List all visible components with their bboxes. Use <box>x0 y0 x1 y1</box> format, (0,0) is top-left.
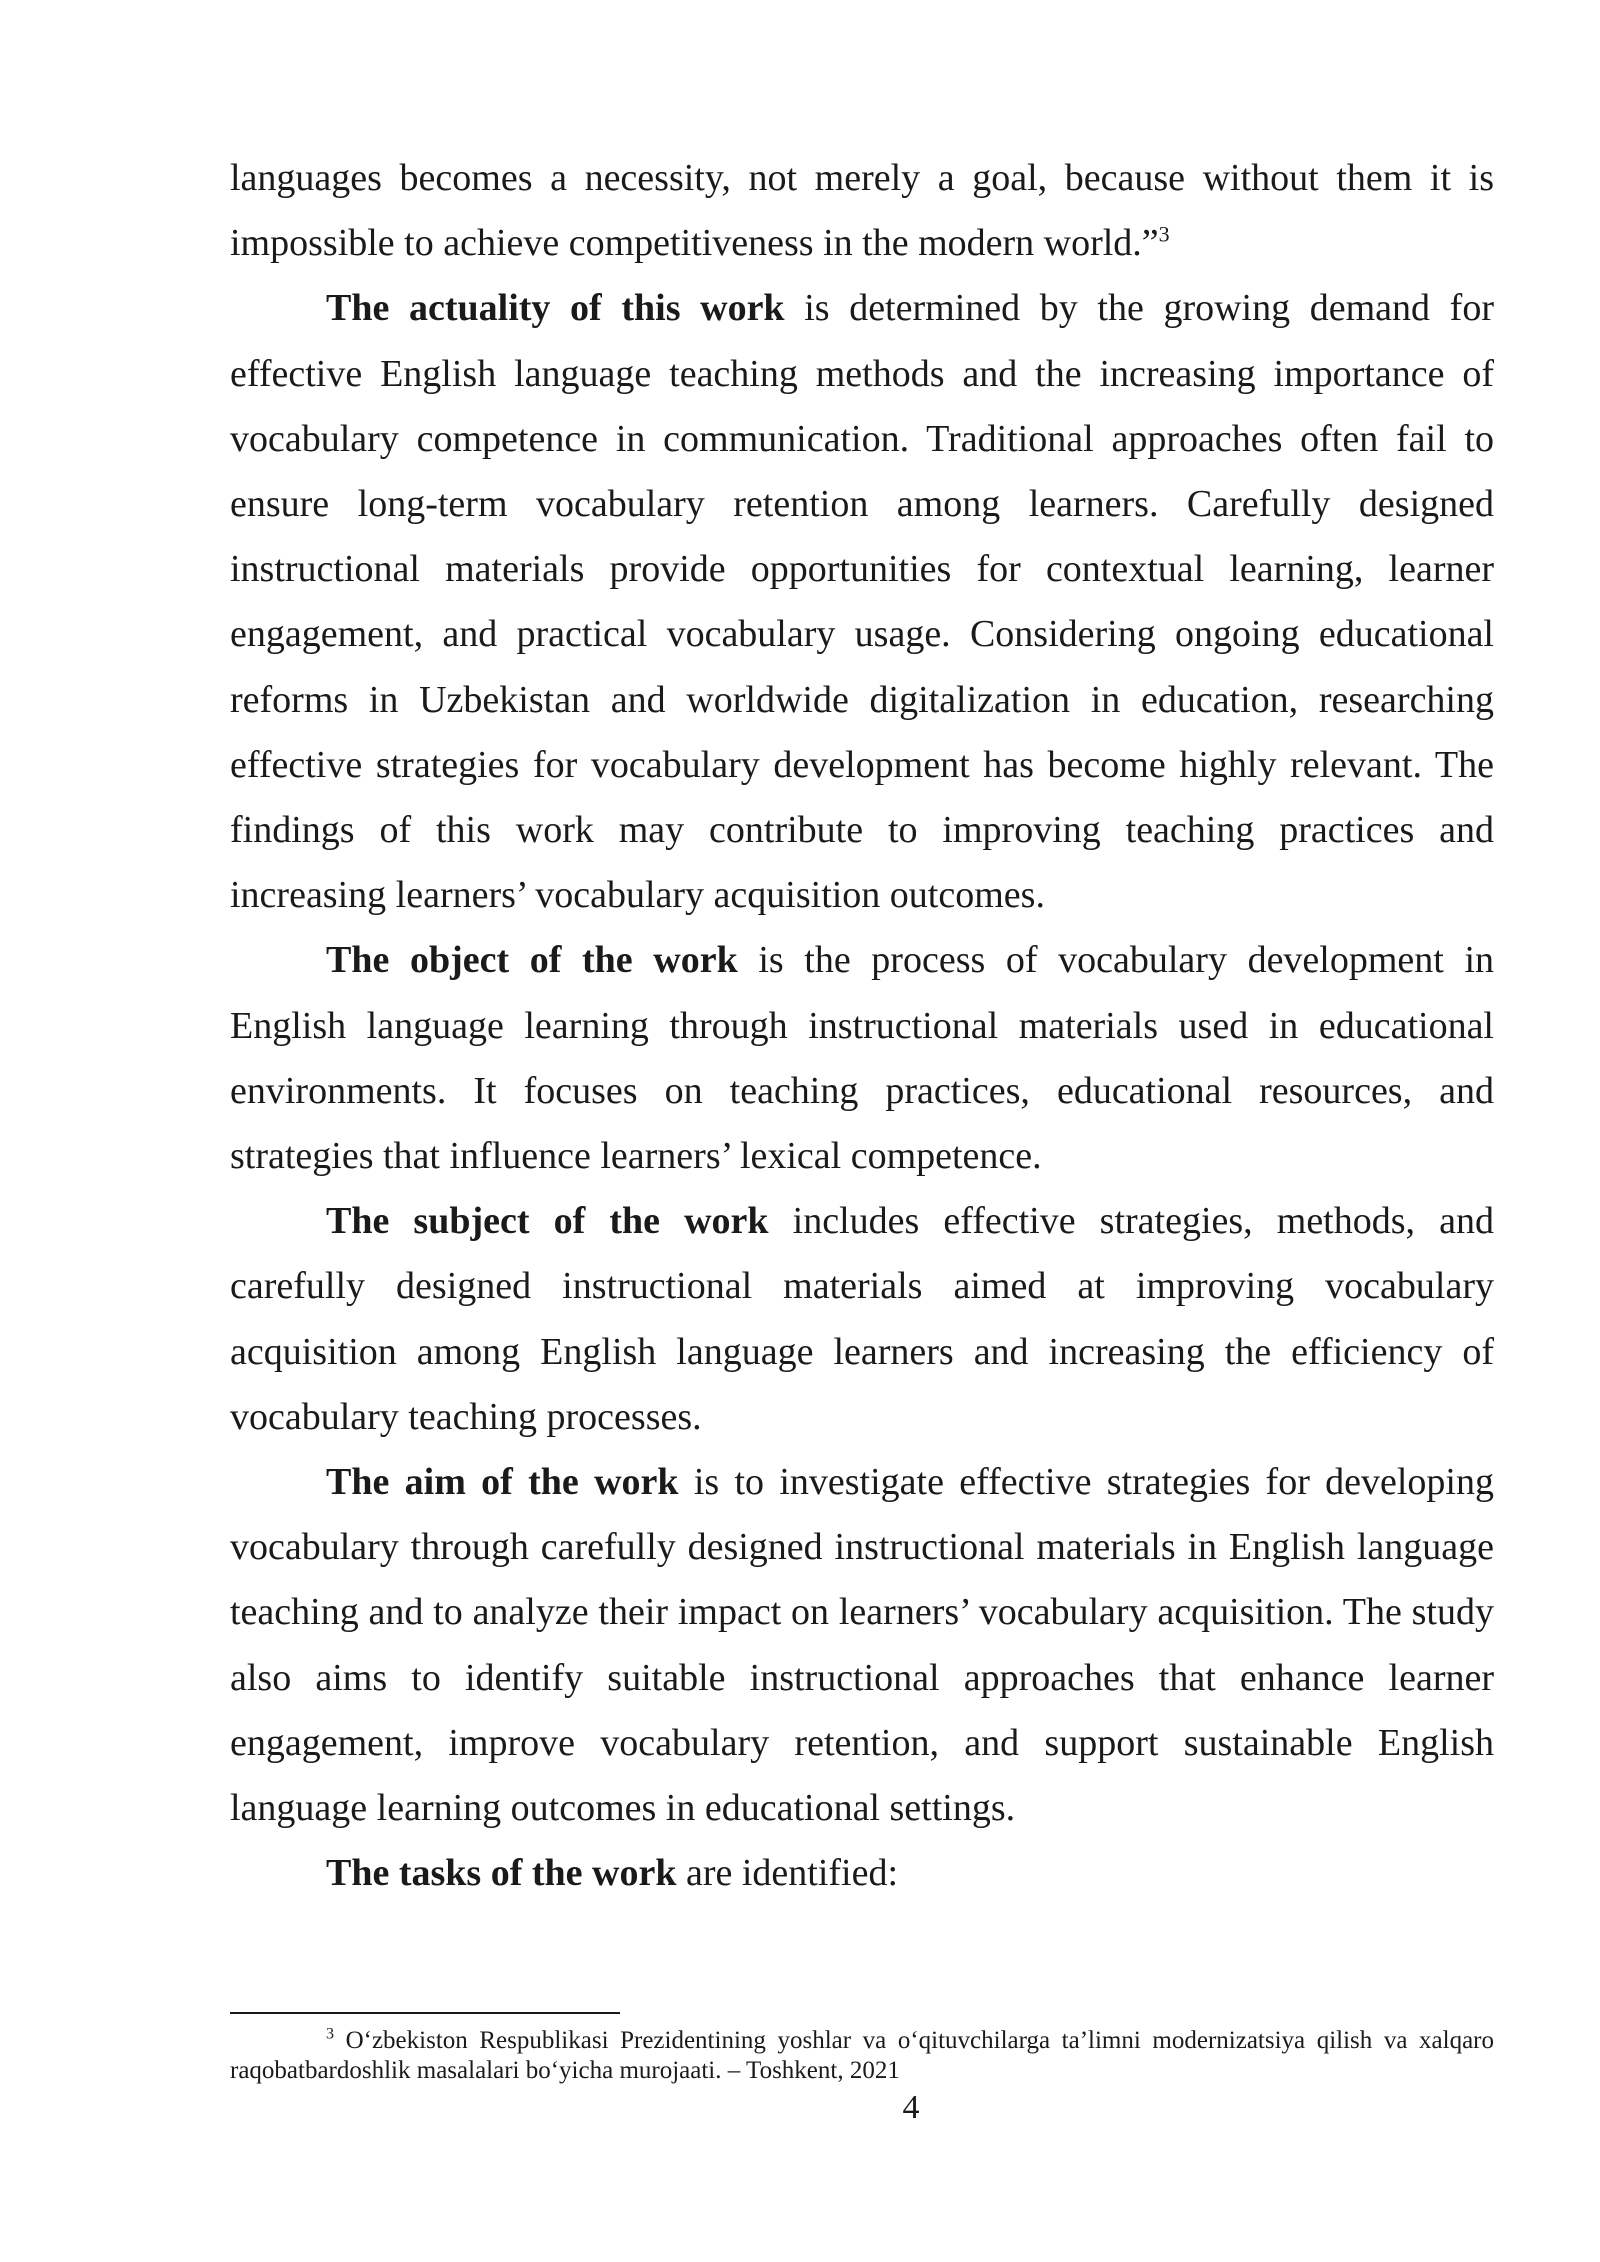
subject-paragraph <box>230 1189 1494 1450</box>
object-text: is the process of vocabulary development in English language learning through instructional materials used in educational environments. It focuses on teaching practices, educational resources, and strategies that influence learners’ lexical competence. <box>230 939 1495 1178</box>
object-paragraph <box>230 928 1494 1189</box>
aim-text: is to investigate effective strategies for developing vocabulary through carefully designed instructional materials in English language teaching and to analyze their impact on learners’ vocabulary acquisition. The study also aims to identify suitable instructional approaches that enhance learner engagement, improve vocabulary retention, and support sustainable English language learning outcomes in educational settings. <box>230 1461 1494 1830</box>
tasks-text: are identified: <box>676 1852 899 1895</box>
intro-paragraph <box>230 146 1494 276</box>
actuality-paragraph <box>230 276 1494 928</box>
footnote <box>230 2026 1494 2086</box>
footnote-reference: 3 <box>1158 221 1170 247</box>
footnote-text: O‘zbekiston Respublikasi Prezidentining yoshlar va o‘qituvchilarga ta’limni modernizatsiya qilish va xalqaro raqobatbardoshlik masalalari bo‘yicha murojaati. – Toshkent, 2021 <box>230 2027 1494 2084</box>
body-text <box>230 146 1494 1906</box>
aim-paragraph <box>230 1450 1494 1841</box>
intro-text: languages becomes a necessity, not merely a goal, because without them it is impossible to achieve competitiveness in the modern world.” <box>230 157 1494 265</box>
actuality-text: is determined by the growing demand for effective English language teaching methods and the increasing importance of vocabulary competence in communication. Traditional approaches often fail to ensure long-term vocabulary retention among learners. Carefully designed instructional materials provide opportunities for contextual learning, learner engagement, and practical vocabulary usage. Considering ongoing educational reforms in Uzbekistan and worldwide digitalization in education, researching effective strategies for vocabulary development has become highly relevant. The findings of this work may contribute to improving teaching practices and increasing learners’ vocabulary acquisition outcomes. <box>230 287 1494 917</box>
subject-heading: The subject of the work <box>326 1200 769 1243</box>
subject-text: includes effective strategies, methods, and carefully designed instructional materials aimed at improving vocabulary acquisition among English language learners and increasing the efficiency of vocabulary teaching processes. <box>230 1200 1494 1438</box>
aim-heading: The aim of the work <box>326 1461 679 1504</box>
page-number: 4 <box>902 2089 920 2126</box>
tasks-paragraph <box>230 1841 1494 1906</box>
tasks-heading: The tasks of the work <box>326 1852 677 1895</box>
actuality-heading: The actuality of this work <box>326 287 785 330</box>
object-heading: The object of the work <box>326 939 738 982</box>
footnote-divider <box>230 2012 620 2014</box>
footnote-number: 3 <box>326 2025 334 2043</box>
